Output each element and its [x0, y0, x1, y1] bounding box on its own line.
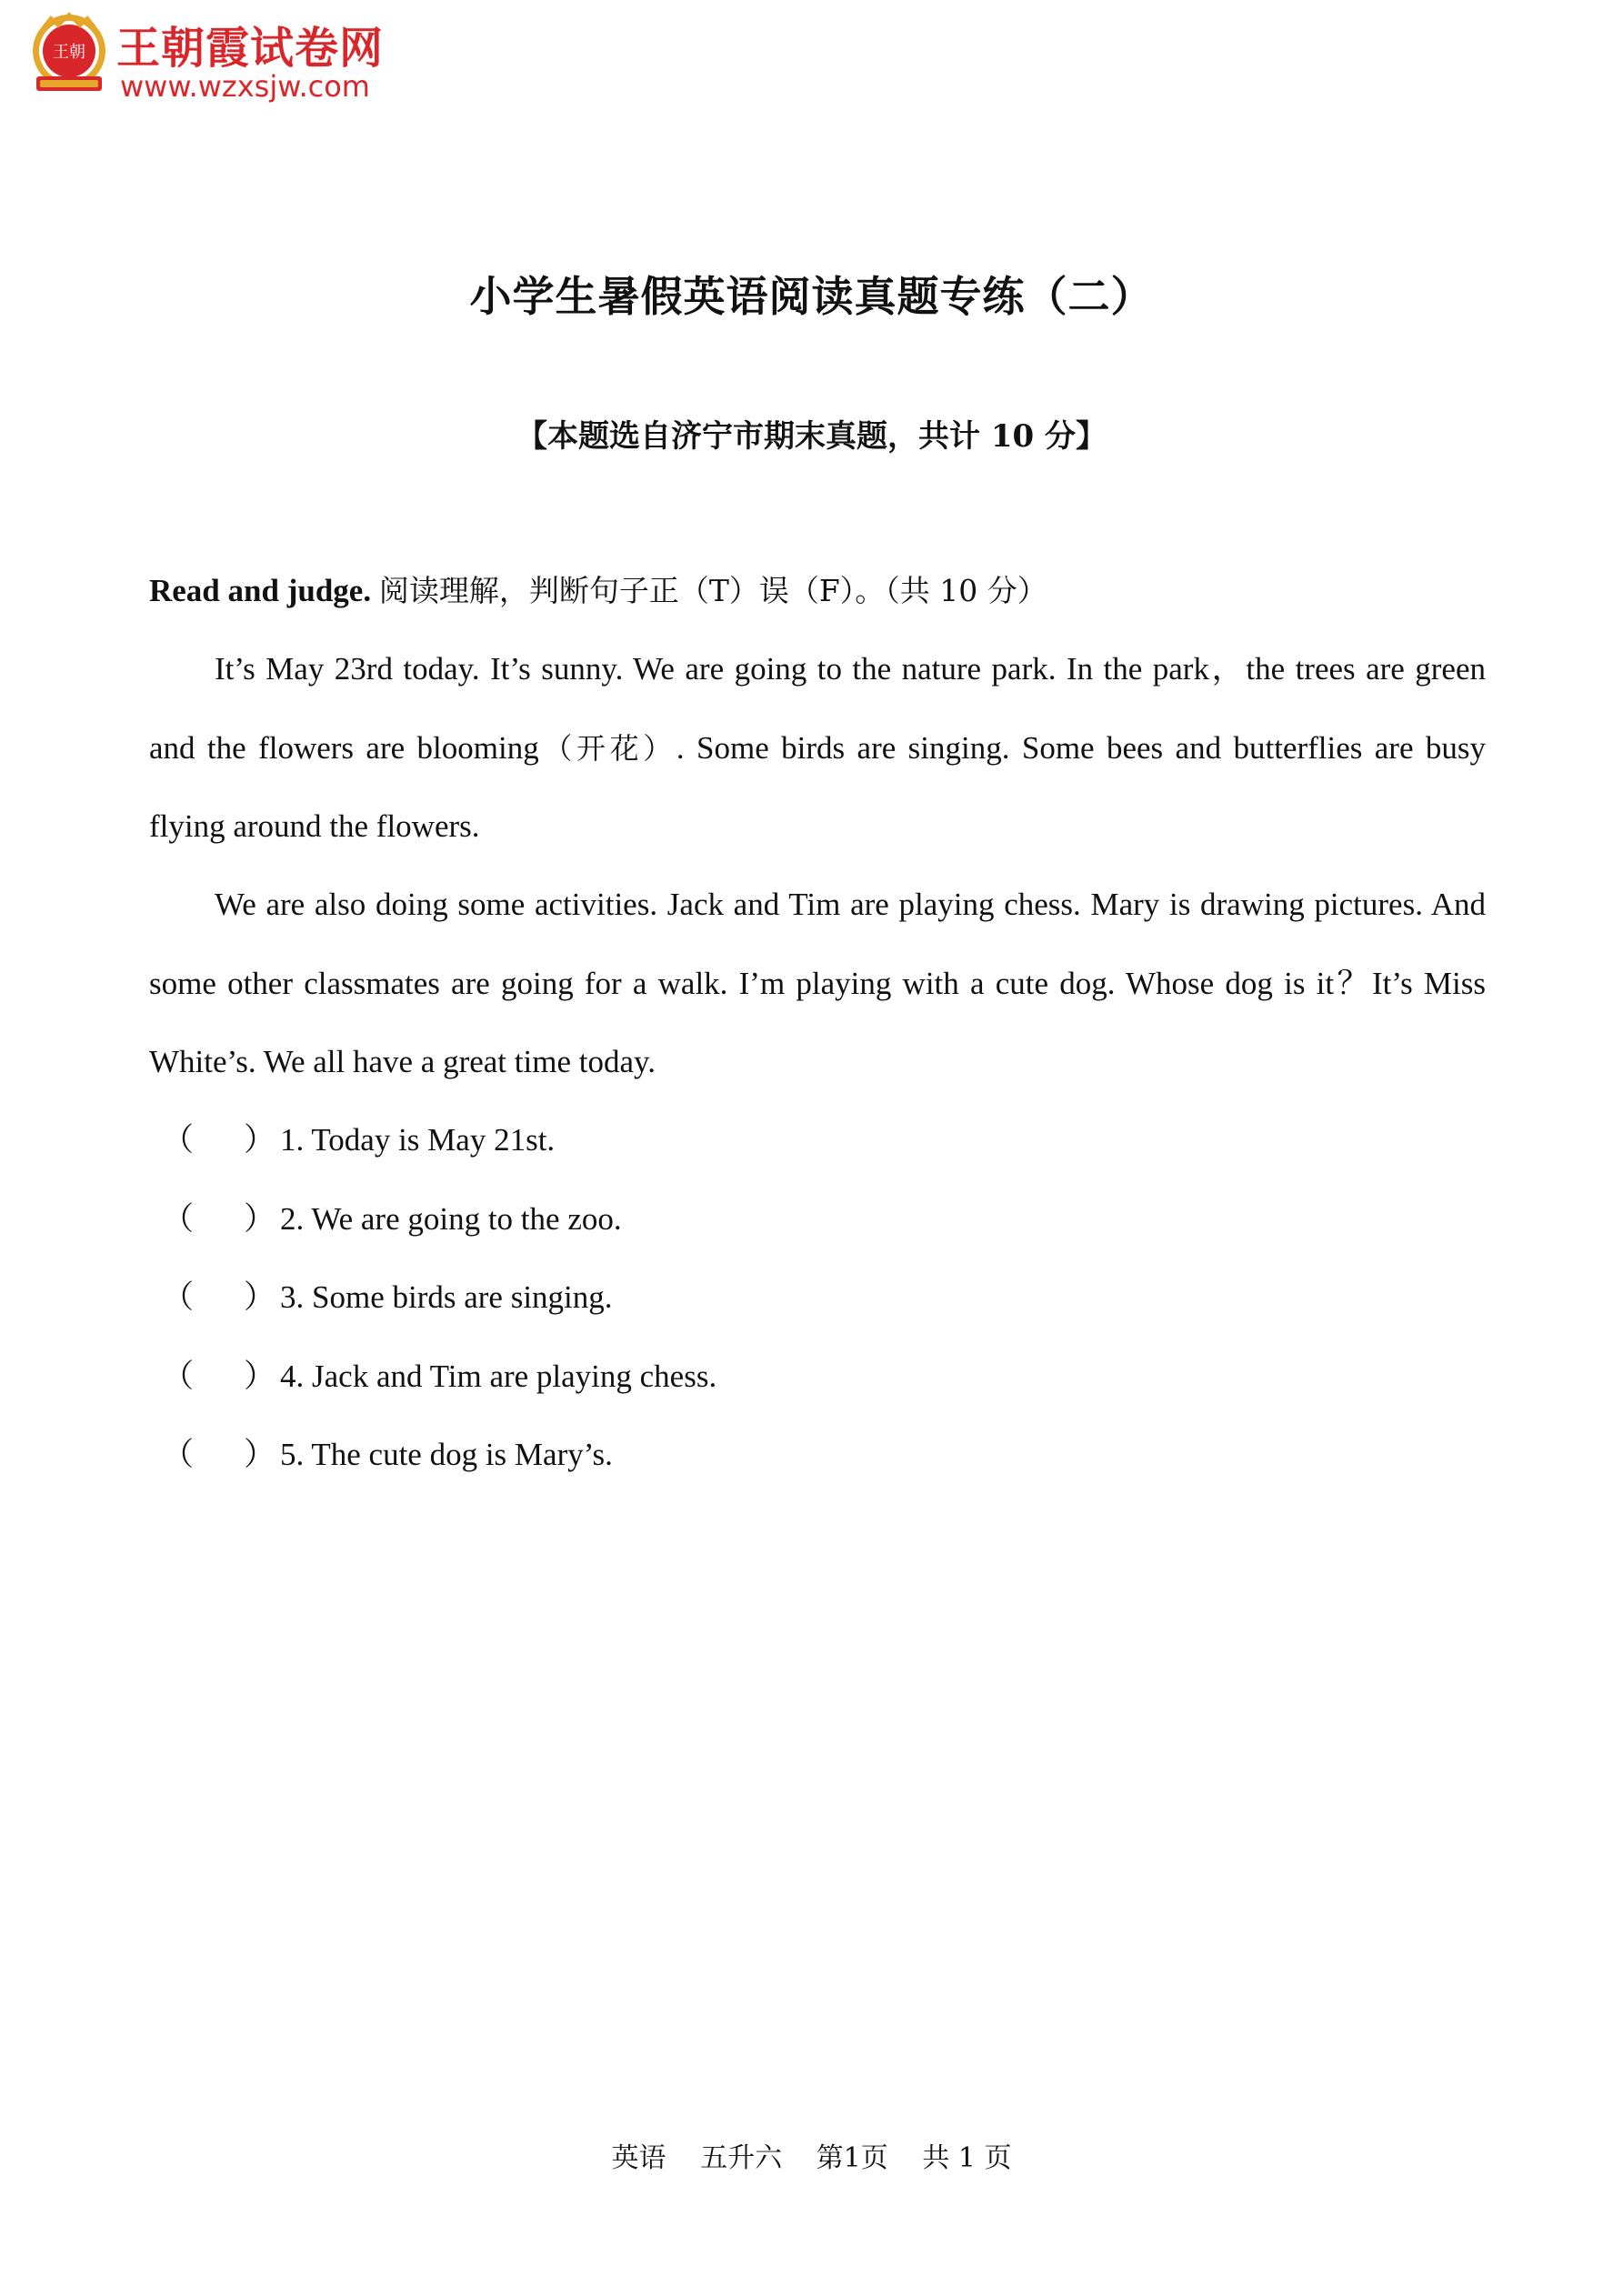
- footer-total: 共 1 页: [922, 2142, 1012, 2174]
- question-item: [149, 1416, 716, 1495]
- answer-blank-close: ）: [244, 1200, 276, 1237]
- answer-blank-open[interactable]: （: [162, 1279, 195, 1315]
- logo-name: 王朝霞试卷网: [116, 23, 385, 74]
- footer-subject: 英语: [611, 2142, 666, 2174]
- answer-blank-close: ）: [244, 1122, 276, 1158]
- answer-blank-open[interactable]: （: [162, 1437, 195, 1472]
- answer-blank-close: ）: [244, 1279, 276, 1315]
- task-instruction: [149, 567, 1047, 610]
- answer-blank-open[interactable]: （: [162, 1122, 195, 1158]
- passage-paragraph-2: We are also doing some activities. Jack and Tim are playing chess. Mary is drawing pictures. And some other classmates are going for a walk. I’m playing with a cute dog. Whose dog is it？It’s Miss White’s. We all have a great time today.: [149, 887, 1486, 1079]
- question-text: 2. We are going to the zoo.: [280, 1200, 622, 1237]
- question-item: [149, 1101, 716, 1180]
- page-footer: [0, 2135, 1623, 2175]
- logo-url: www.wzxsjw.com: [120, 69, 370, 104]
- passage-paragraph-1: [149, 630, 1486, 867]
- passage-p1-part-b: . Some birds are singing. Some bees and butterflies are busy flying around the flowers.: [149, 729, 1486, 844]
- instruction-en: Read and judge.: [149, 573, 372, 608]
- svg-text:王朝: 王朝: [53, 43, 85, 62]
- page-subtitle: 【本题选自济宁市期末真题，共计 10 分】: [516, 418, 1107, 455]
- answer-blank-close: ）: [244, 1437, 276, 1472]
- site-logo: [25, 9, 407, 104]
- question-text: 3. Some birds are singing.: [280, 1279, 613, 1315]
- emblem-icon: [25, 9, 116, 100]
- passage-p1-gloss: （开花）: [538, 730, 676, 766]
- instruction-cn: 阅读理解，判断句子正（T）误（F）。（共 10 分）: [378, 573, 1047, 608]
- answer-blank-open[interactable]: （: [162, 1200, 195, 1237]
- page-title: 小学生暑假英语阅读真题专练（二）: [469, 272, 1154, 321]
- footer-page: 第1页: [816, 2142, 888, 2174]
- question-text: 5. The cute dog is Mary’s.: [280, 1437, 613, 1472]
- question-item: [149, 1258, 716, 1338]
- question-text: 4. Jack and Tim are playing chess.: [280, 1358, 717, 1394]
- footer-grade: 五升六: [700, 2142, 783, 2174]
- passage-p1-part-a: It’s May 23rd today. It’s sunny. We are going to the nature park. In the park，the trees are green and the flowers are blooming: [149, 651, 1486, 766]
- question-text: 1. Today is May 21st.: [280, 1122, 556, 1158]
- answer-blank-close: ）: [244, 1358, 276, 1394]
- answer-blank-open[interactable]: （: [162, 1358, 195, 1394]
- question-item: [149, 1180, 716, 1259]
- question-list: [149, 1101, 716, 1495]
- question-item: [149, 1338, 716, 1417]
